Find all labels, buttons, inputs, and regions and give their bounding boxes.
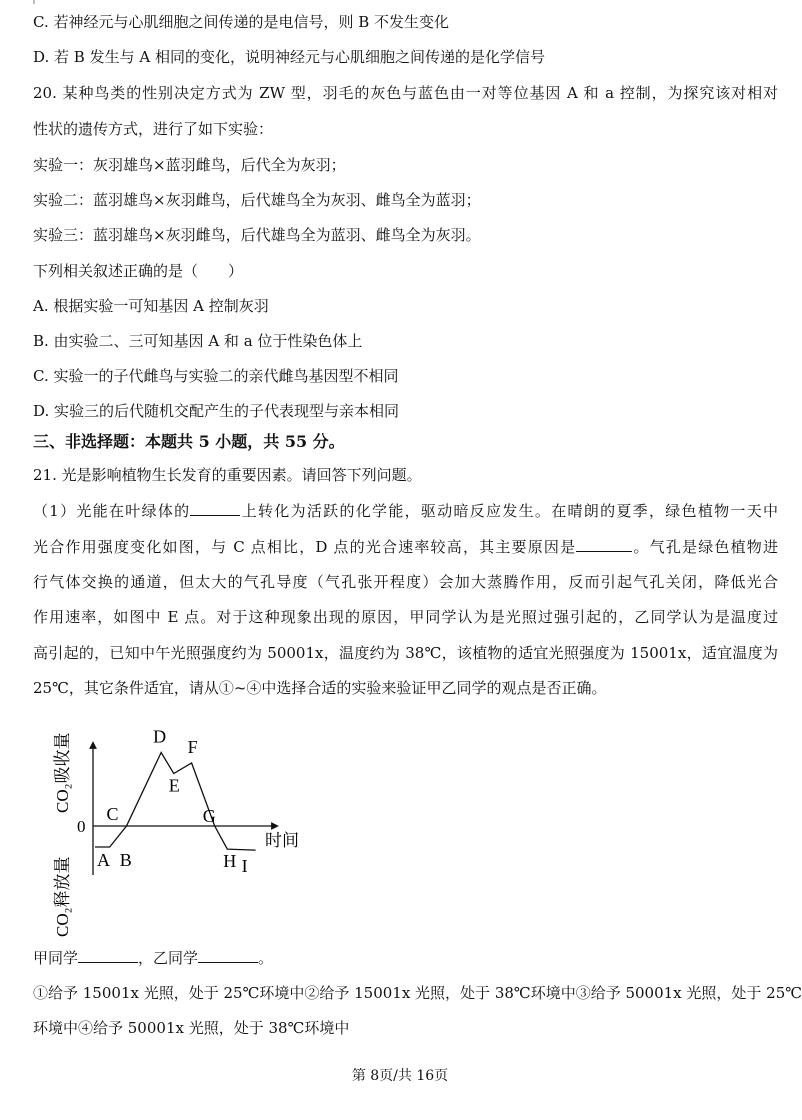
q21-paragraph-line2 [33,537,778,557]
point-label-c: C [106,804,119,824]
point-label-a: A [97,850,110,870]
q19-option-d: D. 若 B 发生与 A 相同的变化，说明神经元与心肌细胞之间传递的是化学信号 [33,48,545,66]
q20-option-c: C. 实验一的子代雌鸟与实验二的亲代雌鸟基因型不相同 [33,367,399,385]
point-label-g: G [202,806,216,826]
point-label-d: D [153,726,167,747]
q20-experiment-3: 实验三：蓝羽雄鸟×灰羽雌鸟，后代雄鸟全为蓝羽、雌鸟全为灰羽。 [33,226,481,244]
top-edge-mark [33,0,35,4]
q21-paragraph-line3: 行气体交换的通道，但太大的气孔导度（气孔张开程度）会加大蒸腾作用，反而引起气孔关闭，降低光合 [33,573,778,591]
q20-option-a: A. 根据实验一可知基因 A 控制灰羽 [33,297,269,315]
zero-label: 0 [77,817,86,836]
q20-stem-line1: 20. 某种鸟类的性别决定方式为 ZW 型，羽毛的灰色与蓝色由一对等位基因 A 和 a 控制，为探究该对相对 [33,84,778,102]
page-number: 第 8页/共 16页 [351,1068,449,1084]
q21-answer-line [33,948,778,968]
q21-choices-line2: 环境中④给予 50001x 光照，处于 38℃环境中 [33,1019,350,1037]
answer-label-jia: 甲同学 [33,949,79,967]
q21-choices-line1: ①给予 15001x 光照，处于 25℃环境中②给予 15001x 光照，处于 38℃环境中③给予 50001x 光照，处于 25℃ [33,984,802,1002]
answer-blank-jia [78,948,138,963]
answer-period: 。 [258,949,274,967]
point-label-e: E [168,775,180,796]
q21-paragraph-line1 [33,501,778,521]
q20-experiment-2: 实验二：蓝羽雄鸟×灰羽雌鸟，后代雄鸟全为灰羽、雌鸟全为蓝羽； [33,191,481,209]
point-label-i: I [241,856,248,877]
q21-text: 。气孔是绿色植物进 [632,538,778,556]
point-label-b: B [119,850,132,870]
answer-blank [190,501,240,516]
q21-stem: 21. 光是影响植物生长发育的重要因素。请回答下列问题。 [33,466,422,484]
co2-curve [95,753,256,851]
q21-text: 光合作用强度变化如图，与 C 点相比，D 点的光合速率较高，其主要原因是 [33,538,577,556]
x-axis-label: 时间 [265,831,299,850]
q21-paragraph-line6: 25℃，其它条件适宜，请从①~④中选择合适的实验来验证甲乙同学的观点是否正确。 [33,679,607,697]
point-labels [97,727,248,877]
q21-paragraph-line4: 作用速率，如图中 E 点。对于这种现象出现的原因，甲同学认为是光照过强引起的，乙同学认为是温度过 [33,608,778,626]
point-label-f: F [187,737,198,757]
point-label-h: H [223,851,237,872]
q21-text: （1）光能在叶绿体的 [33,502,191,520]
y-axis-label-top: CO₂吸收量 [53,732,72,813]
q20-experiment-1: 实验一：灰羽雄鸟×蓝羽雌鸟，后代全为灰羽； [33,156,346,174]
answer-label-yi: ，乙同学 [138,949,199,967]
answer-blank [576,537,632,552]
q21-paragraph-line5: 高引起的，已知中午光照强度约为 50001x，温度约为 38℃，该植物的适宜光照强度为 15001x，适宜温度为 [33,644,778,662]
q21-text: 上转化为活跃的化学能，驱动暗反应发生。在晴朗的夏季，绿色植物一天中 [240,502,778,520]
photosynthesis-chart [33,705,299,945]
q20-stem-line2: 性状的遗传方式，进行了如下实验： [33,120,274,138]
answer-blank-yi [198,948,258,963]
q19-option-c: C. 若神经元与心肌细胞之间传递的是电信号，则 B 不发生变化 [33,13,450,31]
q20-option-b: B. 由实验二、三可知基因 A 和 a 位于性染色体上 [33,332,363,350]
q20-option-d: D. 实验三的后代随机交配产生的子代表现型与亲本相同 [33,402,400,420]
q20-prompt: 下列相关叙述正确的是（ ） [33,262,244,280]
section-3-heading: 三、非选择题：本题共 5 小题，共 55 分。 [33,432,345,451]
y-axis-label-bottom: CO₂释放量 [53,856,72,937]
